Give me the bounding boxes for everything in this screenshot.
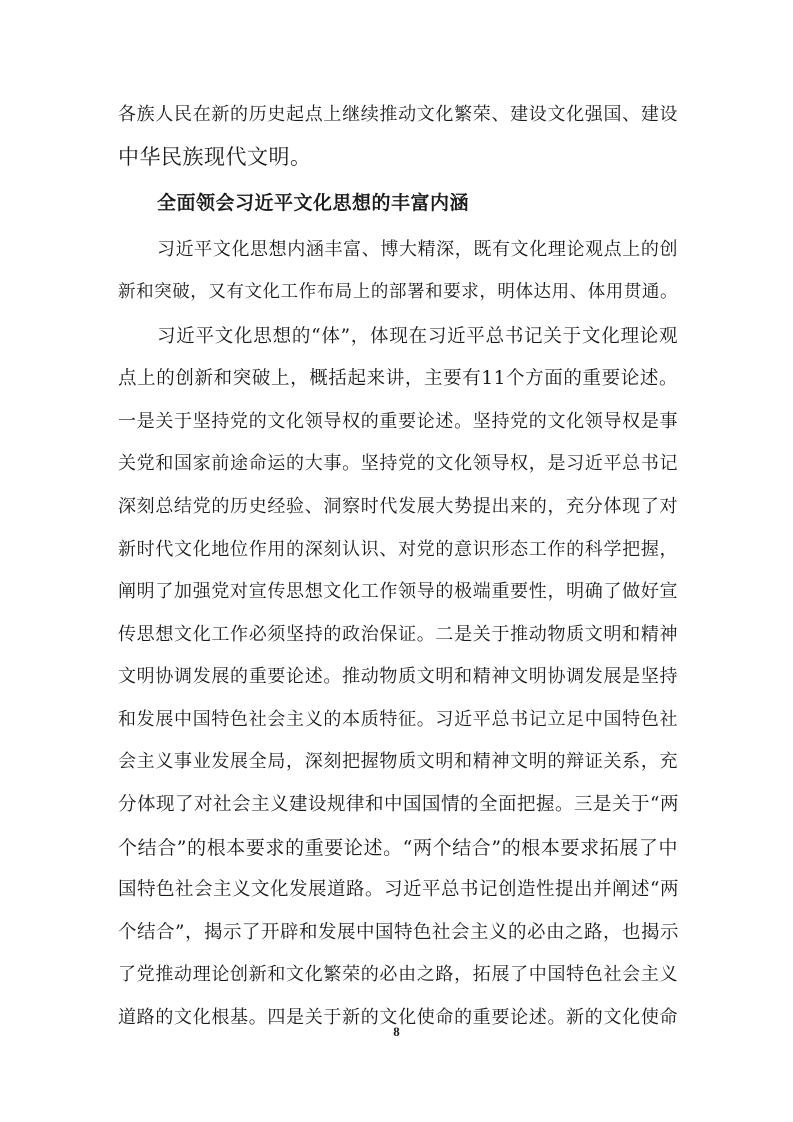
paragraph-line: 点上的创新和突破上，概括起来讲，主要有11个方面的重要论述。 [118,368,678,389]
section-heading: 全面领会习近平文化思想的丰富内涵 [157,192,470,214]
paragraph-line: 阐明了加强党对宣传思想文化工作领导的极端重要性，明确了做好宣 [118,581,678,602]
paragraph-line: 新时代文化地位作用的深刻认识、对党的意识形态工作的科学把握， [118,539,678,560]
paragraph-line: 新和突破，又有文化工作布局上的部署和要求，明体达用、体用贯通。 [118,282,678,302]
paragraph-line: 关党和国家前途命运的大事。坚持党的文化领导权，是习近平总书记 [118,453,678,474]
paragraph-line: 分体现了对社会主义建设规律和中国国情的全面把握。三是关于“两 [118,794,679,815]
paragraph-line: 文明协调发展的重要论述。推动物质文明和精神文明协调发展是坚持 [118,666,678,687]
paragraph-line: 习近平文化思想的“体”，体现在习近平总书记关于文化理论观 [157,326,678,347]
paragraph-line: 会主义事业发展全局，深刻把握物质文明和精神文明的辩证关系，充 [118,751,678,772]
page-number: 8 [393,1024,400,1039]
paragraph-line: 了党推动理论创新和文化繁荣的必由之路，拓展了中国特色社会主义 [118,964,678,985]
paragraph-line: 中华民族现代文明。 [118,145,312,169]
paragraph-line: 各族人民在新的历史起点上继续推动文化繁荣、建设文化强国、建设 [118,104,678,125]
paragraph-line: 国特色社会主义文化发展道路。习近平总书记创造性提出并阐述“两 [118,879,679,900]
paragraph-line: 个结合”的根本要求的重要论述。“两个结合”的根本要求拓展了中 [118,837,678,859]
paragraph-line: 个结合”，揭示了开辟和发展中国特色社会主义的必由之路，也揭示 [118,922,679,943]
paragraph-line: 深刻总结党的历史经验、洞察时代发展大势提出来的，充分体现了对 [118,496,678,517]
paragraph-line: 传思想文化工作必须坚持的政治保证。二是关于推动物质文明和精神 [118,624,678,645]
paragraph-line: 一是关于坚持党的文化领导权的重要论述。坚持党的文化领导权是事 [118,411,678,432]
paragraph-line: 和发展中国特色社会主义的本质特征。习近平总书记立足中国特色社 [118,709,678,730]
paragraph-line: 道路的文化根基。四是关于新的文化使命的重要论述。新的文化使命 [118,1007,678,1028]
paragraph-line: 习近平文化思想内涵丰富、博大精深，既有文化理论观点上的创 [157,239,678,260]
